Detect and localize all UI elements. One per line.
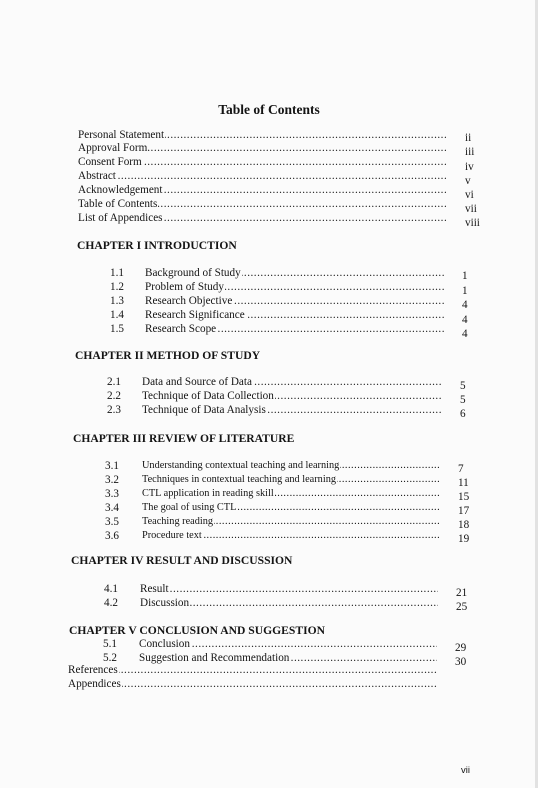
chapter-heading: CHAPTER III REVIEW OF LITERATURE xyxy=(73,432,295,445)
document-page: Table of Contents Personal Statement ..... ii Approval Form ..... iii Consent Form ..... iv Abstract ..... v Acknowledgement ..... vi Table of Contents ..... vii List of Appendices ..... viii CHAPTER I INTRODUCTION 1.1 Background of Study ..... 1 1.2 Problem of Study ..... 1 1.3 Research Objective ..... 4 1.4 Research Significance ..... 4 1.5 Research Scope ..... 4 CHAPTER II METHOD OF STUDY 2.1 Data and Source of Data ..... 5 2.2 Technique of Data Collection ..... 5 2.3 Technique of Data Analysis ..... 6 CHAPTER III REVIEW OF LITERATURE 3.1 Understanding contextual teaching and learning ..... 7 3.2 Techniques in contextual teaching and learning ..... 11 3.3 CTL application in reading skill ..... 15 3.4 The goal of using CTL ..... 17 3.5 Teaching reading ..... 18 3.6 Procedure text ..... 19 CHAPTER IV RESULT AND DISCUSSION 4.1 Result ..... 21 4.2 Discussion ..... 25 CHAPTER V CONCLUSION AND SUGGESTION 5.1 Conclusion ..... 29 5.2 Suggestion and Recommendation ..... 30 References ..... Appendices ..... vii xyxy=(0,0,538,788)
page-title: Table of Contents xyxy=(218,102,320,117)
page-number: vii xyxy=(461,765,470,776)
chapter-heading: CHAPTER V CONCLUSION AND SUGGESTION xyxy=(69,624,325,637)
chapter-heading: CHAPTER IV RESULT AND DISCUSSION xyxy=(71,554,293,567)
chapter-heading: CHAPTER I INTRODUCTION xyxy=(77,239,237,252)
toc-page: iii xyxy=(465,146,475,158)
toc-page: 7 xyxy=(458,463,464,475)
toc-page: 15 xyxy=(458,491,470,503)
toc-page: 30 xyxy=(455,656,467,668)
toc-page: 6 xyxy=(460,408,466,420)
toc-page: 5 xyxy=(460,394,466,406)
toc-page: 25 xyxy=(456,601,468,613)
toc-page: 4 xyxy=(462,328,468,340)
toc-page: 4 xyxy=(462,299,468,311)
toc-page: vi xyxy=(465,189,474,201)
toc-page: 18 xyxy=(458,519,470,531)
toc-page: iv xyxy=(465,161,474,173)
toc-page: 1 xyxy=(462,270,468,282)
toc-page: ii xyxy=(465,132,472,144)
toc-page: 5 xyxy=(460,380,466,392)
toc-page: 21 xyxy=(456,587,468,599)
toc-page: 4 xyxy=(462,314,468,326)
toc-page: 17 xyxy=(458,505,470,517)
toc-page: viii xyxy=(465,217,480,229)
toc-page: 11 xyxy=(458,477,469,489)
toc-page: 19 xyxy=(458,533,470,545)
toc-page: 29 xyxy=(455,642,467,654)
section-number: 1.1 xyxy=(110,267,124,279)
toc-page: 1 xyxy=(462,285,468,297)
chapter-heading: CHAPTER II METHOD OF STUDY xyxy=(75,349,261,362)
toc-page: vii xyxy=(465,203,477,215)
toc-page: v xyxy=(465,175,471,187)
